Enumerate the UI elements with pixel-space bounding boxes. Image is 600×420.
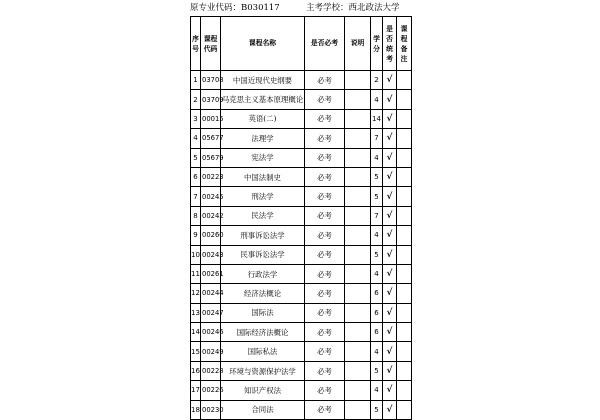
row-course-code: 03709 — [201, 90, 221, 109]
row-course-code: 00015 — [201, 109, 221, 128]
table-row — [191, 109, 412, 128]
row-unified-check: √ — [383, 381, 397, 400]
row-seq: 18 — [191, 400, 201, 419]
row-course-name: 民事诉讼法学 — [221, 245, 305, 264]
row-required: 必考 — [305, 206, 345, 225]
course-table — [190, 16, 412, 420]
table-row — [191, 342, 412, 361]
row-credit: 5 — [371, 245, 383, 264]
row-course-name: 宪法学 — [221, 148, 305, 167]
row-course-name: 知识产权法 — [221, 381, 305, 400]
row-seq: 1 — [191, 71, 201, 90]
row-remark — [397, 245, 412, 264]
row-remark — [397, 342, 412, 361]
col-header-required: 是否必考 — [305, 17, 345, 71]
row-seq: 10 — [191, 245, 201, 264]
row-credit: 7 — [371, 206, 383, 225]
row-note — [345, 284, 371, 303]
row-note — [345, 148, 371, 167]
row-unified-check: √ — [383, 129, 397, 148]
row-seq: 13 — [191, 303, 201, 322]
row-remark — [397, 71, 412, 90]
row-course-code: 00242 — [201, 206, 221, 225]
row-seq: 16 — [191, 361, 201, 380]
row-course-code: 03708 — [201, 71, 221, 90]
row-seq: 2 — [191, 90, 201, 109]
row-unified-check: √ — [383, 71, 397, 90]
table-row — [191, 400, 412, 419]
row-unified-check: √ — [383, 226, 397, 245]
row-seq: 5 — [191, 148, 201, 167]
table-row — [191, 264, 412, 283]
row-credit: 4 — [371, 148, 383, 167]
row-required: 必考 — [305, 187, 345, 206]
row-course-name: 刑事诉讼法学 — [221, 226, 305, 245]
row-credit: 6 — [371, 284, 383, 303]
table-row — [191, 187, 412, 206]
row-note — [345, 226, 371, 245]
row-course-code: 05679 — [201, 148, 221, 167]
table-row — [191, 245, 412, 264]
row-seq: 3 — [191, 109, 201, 128]
row-course-code: 00249 — [201, 342, 221, 361]
row-unified-check: √ — [383, 400, 397, 419]
row-required: 必考 — [305, 342, 345, 361]
row-credit: 4 — [371, 342, 383, 361]
row-credit: 7 — [371, 129, 383, 148]
row-credit: 14 — [371, 109, 383, 128]
row-course-name: 国际法 — [221, 303, 305, 322]
row-credit: 4 — [371, 90, 383, 109]
table-row — [191, 284, 412, 303]
col-header-code: 课程代码 — [201, 17, 221, 71]
row-unified-check: √ — [383, 361, 397, 380]
row-note — [345, 206, 371, 225]
row-note — [345, 90, 371, 109]
table-row — [191, 323, 412, 342]
table-row — [191, 226, 412, 245]
row-seq: 6 — [191, 167, 201, 186]
row-required: 必考 — [305, 303, 345, 322]
row-note — [345, 167, 371, 186]
row-note — [345, 245, 371, 264]
row-course-code: 00245 — [201, 187, 221, 206]
row-unified-check: √ — [383, 206, 397, 225]
row-note — [345, 381, 371, 400]
row-note — [345, 323, 371, 342]
row-course-code: 00246 — [201, 323, 221, 342]
row-course-code: 00247 — [201, 303, 221, 322]
table-row — [191, 71, 412, 90]
row-unified-check: √ — [383, 284, 397, 303]
row-credit: 2 — [371, 71, 383, 90]
row-unified-check: √ — [383, 167, 397, 186]
row-required: 必考 — [305, 109, 345, 128]
row-remark — [397, 284, 412, 303]
row-unified-check: √ — [383, 323, 397, 342]
row-course-code: 05677 — [201, 129, 221, 148]
col-header-seq: 序号 — [191, 17, 201, 71]
row-note — [345, 342, 371, 361]
table-row — [191, 90, 412, 109]
row-note — [345, 303, 371, 322]
row-credit: 5 — [371, 361, 383, 380]
row-required: 必考 — [305, 323, 345, 342]
row-course-name: 中国法制史 — [221, 167, 305, 186]
row-course-name: 行政法学 — [221, 264, 305, 283]
row-note — [345, 400, 371, 419]
row-course-name: 合同法 — [221, 400, 305, 419]
row-seq: 9 — [191, 226, 201, 245]
row-credit: 4 — [371, 264, 383, 283]
row-course-code: 00244 — [201, 284, 221, 303]
table-row — [191, 361, 412, 380]
row-course-code: 00226 — [201, 381, 221, 400]
row-required: 必考 — [305, 167, 345, 186]
row-required: 必考 — [305, 90, 345, 109]
row-course-name: 马克思主义基本原理概论 — [221, 90, 305, 109]
row-required: 必考 — [305, 284, 345, 303]
row-course-name: 经济法概论 — [221, 284, 305, 303]
row-course-code: 00243 — [201, 245, 221, 264]
row-unified-check: √ — [383, 187, 397, 206]
row-credit: 6 — [371, 323, 383, 342]
row-seq: 15 — [191, 342, 201, 361]
row-course-name: 中国近现代史纲要 — [221, 71, 305, 90]
row-credit: 4 — [371, 381, 383, 400]
col-header-credit: 学分 — [371, 17, 383, 71]
row-unified-check: √ — [383, 90, 397, 109]
table-row — [191, 129, 412, 148]
row-seq: 17 — [191, 381, 201, 400]
table-row — [191, 206, 412, 225]
row-course-name: 英语(二) — [221, 109, 305, 128]
row-course-code: 00261 — [201, 264, 221, 283]
row-remark — [397, 303, 412, 322]
row-note — [345, 361, 371, 380]
row-remark — [397, 90, 412, 109]
row-note — [345, 129, 371, 148]
row-course-code: 00260 — [201, 226, 221, 245]
row-remark — [397, 381, 412, 400]
row-note — [345, 71, 371, 90]
row-required: 必考 — [305, 148, 345, 167]
row-remark — [397, 148, 412, 167]
row-remark — [397, 323, 412, 342]
row-required: 必考 — [305, 400, 345, 419]
row-note — [345, 187, 371, 206]
row-remark — [397, 226, 412, 245]
row-note — [345, 264, 371, 283]
row-course-name: 法理学 — [221, 129, 305, 148]
row-remark — [397, 167, 412, 186]
row-unified-check: √ — [383, 109, 397, 128]
row-remark — [397, 109, 412, 128]
row-credit: 5 — [371, 167, 383, 186]
row-course-code: 00230 — [201, 400, 221, 419]
row-remark — [397, 361, 412, 380]
document-header — [190, 1, 410, 15]
row-remark — [397, 129, 412, 148]
col-header-remark: 课程备注 — [397, 17, 412, 71]
row-seq: 12 — [191, 284, 201, 303]
row-course-name: 刑法学 — [221, 187, 305, 206]
row-note — [345, 109, 371, 128]
row-unified-check: √ — [383, 245, 397, 264]
row-seq: 11 — [191, 264, 201, 283]
original-major-code: 原专业代码：B030117 — [190, 3, 280, 13]
row-remark — [397, 206, 412, 225]
col-header-note: 说明 — [345, 17, 371, 71]
row-required: 必考 — [305, 245, 345, 264]
row-credit: 6 — [371, 303, 383, 322]
row-course-code: 00228 — [201, 361, 221, 380]
row-course-name: 环境与资源保护法学 — [221, 361, 305, 380]
row-unified-check: √ — [383, 264, 397, 283]
row-course-name: 国际经济法概论 — [221, 323, 305, 342]
row-unified-check: √ — [383, 303, 397, 322]
table-row — [191, 148, 412, 167]
row-course-name: 民法学 — [221, 206, 305, 225]
row-required: 必考 — [305, 264, 345, 283]
row-seq: 7 — [191, 187, 201, 206]
table-row — [191, 167, 412, 186]
row-seq: 14 — [191, 323, 201, 342]
row-credit: 4 — [371, 226, 383, 245]
row-seq: 4 — [191, 129, 201, 148]
row-seq: 8 — [191, 206, 201, 225]
table-header-row — [191, 17, 412, 71]
row-remark — [397, 400, 412, 419]
row-course-code: 00223 — [201, 167, 221, 186]
examining-school: 主考学校：西北政法大学 — [306, 3, 400, 13]
row-unified-check: √ — [383, 342, 397, 361]
row-required: 必考 — [305, 381, 345, 400]
row-remark — [397, 264, 412, 283]
row-required: 必考 — [305, 361, 345, 380]
table-row — [191, 303, 412, 322]
row-credit: 5 — [371, 187, 383, 206]
col-header-unified: 是否统考 — [383, 17, 397, 71]
row-required: 必考 — [305, 129, 345, 148]
row-required: 必考 — [305, 226, 345, 245]
table-row — [191, 381, 412, 400]
row-course-name: 国际私法 — [221, 342, 305, 361]
col-header-name: 课程名称 — [221, 17, 305, 71]
row-required: 必考 — [305, 71, 345, 90]
row-credit: 5 — [371, 400, 383, 419]
row-unified-check: √ — [383, 148, 397, 167]
row-remark — [397, 187, 412, 206]
